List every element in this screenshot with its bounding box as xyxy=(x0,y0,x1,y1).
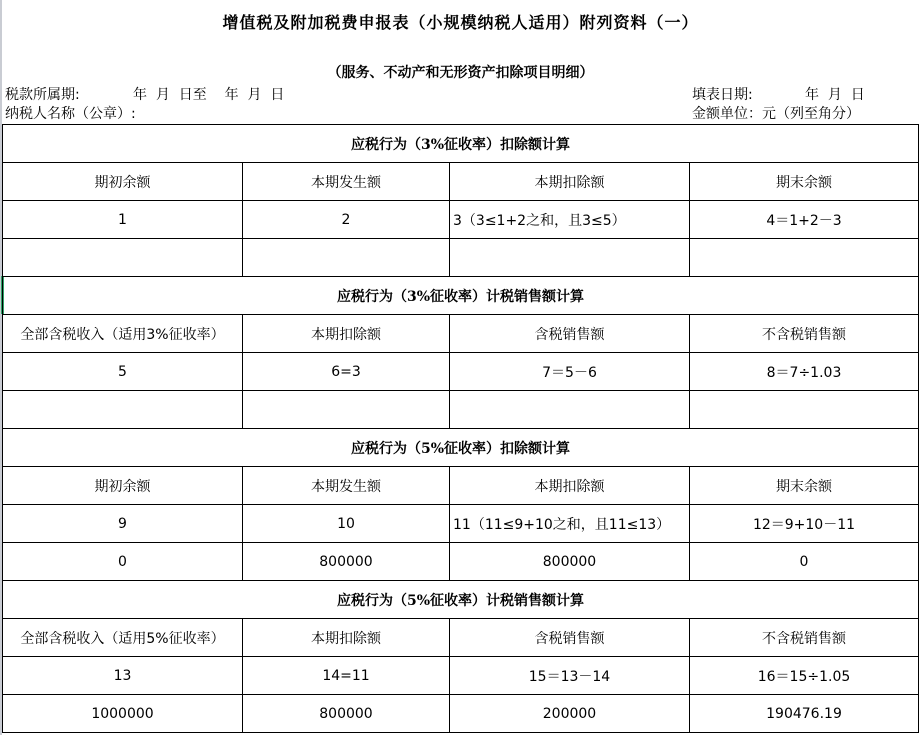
form-title: 增值税及附加税费申报表（小规模纳税人适用）附列资料（一） xyxy=(222,13,699,32)
value-cell[interactable] xyxy=(450,391,689,428)
header-cell[interactable]: 期初余额 xyxy=(94,478,151,495)
fill-date-label: 填表日期: xyxy=(692,87,753,103)
formula-cell[interactable]: 2 xyxy=(341,211,351,228)
header-cell[interactable]: 全部含税收入（适用5%征收率） xyxy=(20,630,225,647)
formula-cell[interactable]: 11（11≤9+10之和，且11≤13） xyxy=(453,516,671,533)
section-title-5pct-sales: 应税行为（5%征收率）计税销售额计算 xyxy=(336,593,585,609)
header-cell[interactable]: 本期扣除额 xyxy=(311,630,381,647)
formula-cell[interactable]: 12＝9+10－11 xyxy=(752,516,856,533)
value-cell[interactable] xyxy=(690,239,918,276)
formula-cell[interactable]: 13 xyxy=(113,667,132,684)
value-cell[interactable]: 800000 xyxy=(319,705,373,722)
header-cell[interactable]: 本期扣除额 xyxy=(534,478,605,495)
header-cell[interactable]: 本期扣除额 xyxy=(534,174,605,191)
section-title-3pct-sales: 应税行为（3%征收率）计税销售额计算 xyxy=(336,289,585,305)
formula-cell[interactable]: 7＝5－6 xyxy=(542,364,597,381)
header-cell[interactable]: 含税销售额 xyxy=(534,630,605,647)
taxpayer-name-label: 纳税人名称（公章）: xyxy=(5,106,136,122)
formula-cell[interactable]: 4＝1+2－3 xyxy=(766,212,842,229)
section-title-5pct-deduction: 应税行为（5%征收率）扣除额计算 xyxy=(350,441,571,457)
formula-cell[interactable]: 8＝7÷1.03 xyxy=(766,364,842,381)
formula-cell[interactable]: 14=11 xyxy=(322,667,370,684)
formula-cell[interactable]: 10 xyxy=(337,515,355,532)
formula-cell[interactable]: 9 xyxy=(118,515,127,532)
period-label: 税款所属期: xyxy=(5,87,80,103)
value-cell[interactable]: 0 xyxy=(799,553,809,570)
value-cell[interactable]: 1000000 xyxy=(91,705,154,722)
value-cell[interactable]: 200000 xyxy=(542,705,597,722)
value-cell[interactable] xyxy=(243,239,449,276)
formula-cell[interactable]: 6=3 xyxy=(331,363,361,380)
formula-cell[interactable]: 5 xyxy=(118,363,127,380)
header-cell[interactable]: 本期发生额 xyxy=(311,478,381,495)
value-cell[interactable] xyxy=(450,239,689,276)
value-cell[interactable] xyxy=(243,391,449,428)
header-cell[interactable]: 期末余额 xyxy=(776,174,832,191)
header-cell[interactable]: 期末余额 xyxy=(776,478,832,495)
period-value: 年 月 日至 年 月 日 xyxy=(133,87,285,103)
value-cell[interactable]: 190476.19 xyxy=(766,705,842,722)
value-cell[interactable]: 0 xyxy=(118,553,127,570)
header-cell[interactable]: 本期发生额 xyxy=(311,174,381,191)
amount-unit-label: 金额单位：元（列至角分） xyxy=(692,106,860,122)
section-title-3pct-deduction: 应税行为（3%征收率）扣除额计算 xyxy=(350,137,571,153)
header-cell[interactable]: 不含税销售额 xyxy=(762,326,846,343)
value-cell[interactable] xyxy=(3,391,242,428)
value-cell[interactable] xyxy=(3,239,242,276)
header-cell[interactable]: 期初余额 xyxy=(94,174,151,191)
value-cell[interactable]: 800000 xyxy=(319,553,373,570)
formula-cell[interactable]: 15＝13－14 xyxy=(528,668,611,685)
fill-date-value: 年 月 日 xyxy=(805,87,865,103)
formula-cell[interactable]: 1 xyxy=(118,211,127,228)
value-cell[interactable] xyxy=(690,391,918,428)
header-cell[interactable]: 全部含税收入（适用3%征收率） xyxy=(20,326,225,343)
header-cell[interactable]: 本期扣除额 xyxy=(311,326,381,343)
header-cell[interactable]: 不含税销售额 xyxy=(762,630,846,647)
formula-cell[interactable]: 16＝15÷1.05 xyxy=(757,668,851,685)
formula-cell[interactable]: 3（3≤1+2之和，且3≤5） xyxy=(453,212,626,229)
value-cell[interactable]: 800000 xyxy=(542,553,597,570)
header-cell[interactable]: 含税销售额 xyxy=(534,326,605,343)
form-subtitle: （服务、不动产和无形资产扣除项目明细） xyxy=(327,65,594,81)
